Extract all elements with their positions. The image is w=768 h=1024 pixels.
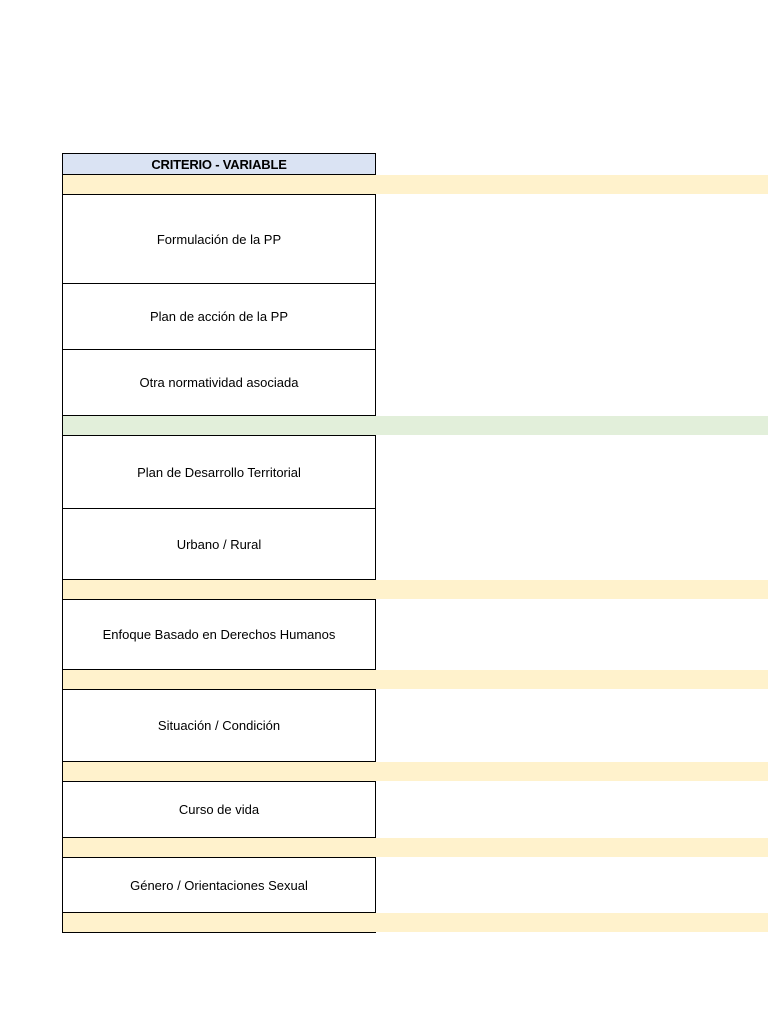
cell-enfoque-derechos-humanos[interactable]: Enfoque Basado en Derechos Humanos bbox=[62, 599, 376, 670]
cell-otra-normatividad[interactable]: Otra normatividad asociada bbox=[62, 349, 376, 416]
section-separator-7 bbox=[62, 913, 768, 932]
section-separator-3 bbox=[62, 580, 768, 599]
section-separator-6 bbox=[62, 838, 768, 857]
column-header-criterio-variable[interactable]: CRITERIO - VARIABLE bbox=[62, 153, 376, 175]
section-separator-2 bbox=[62, 416, 768, 435]
cell-plan-accion-pp[interactable]: Plan de acción de la PP bbox=[62, 283, 376, 350]
section-separator-1 bbox=[62, 175, 768, 194]
table-bottom-border bbox=[62, 932, 376, 933]
cell-plan-desarrollo-territorial[interactable]: Plan de Desarrollo Territorial bbox=[62, 435, 376, 509]
section-separator-5 bbox=[62, 762, 768, 781]
cell-situacion-condicion[interactable]: Situación / Condición bbox=[62, 689, 376, 762]
cell-urbano-rural[interactable]: Urbano / Rural bbox=[62, 508, 376, 580]
section-separator-4 bbox=[62, 670, 768, 689]
cell-formulacion-pp[interactable]: Formulación de la PP bbox=[62, 194, 376, 284]
cell-curso-de-vida[interactable]: Curso de vida bbox=[62, 781, 376, 838]
cell-genero-orientaciones[interactable]: Género / Orientaciones Sexual bbox=[62, 857, 376, 913]
